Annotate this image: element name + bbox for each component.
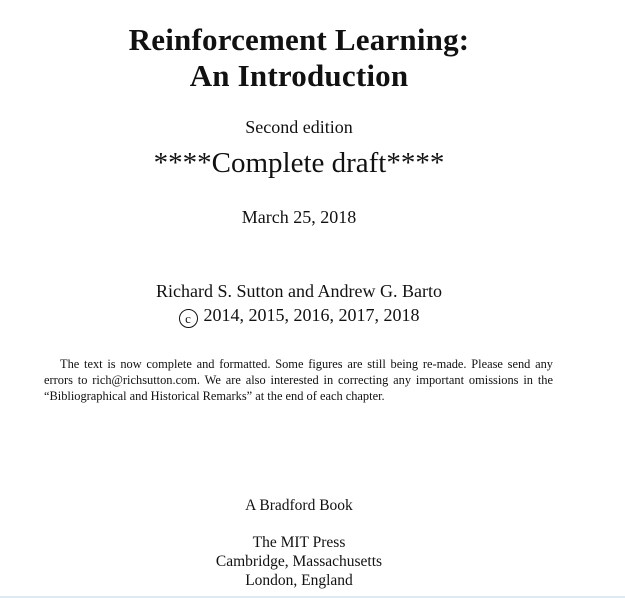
publication-date: March 25, 2018 [241, 207, 357, 227]
draft-notice: The text is now complete and formatted. Some figures are still being re-made. Please send any errors to rich@richsutton.com. We are also interested in correcting any important omissions in the “Bibliographical and Historical Remarks” at the end of each chapter. [44, 357, 553, 403]
publisher-block [0, 533, 598, 590]
publisher-name: The MIT Press [252, 534, 346, 551]
copyright-line [0, 304, 598, 328]
title-line-2: An Introduction [189, 58, 409, 93]
copyright-icon: c [179, 309, 198, 328]
title-line-1: Reinforcement Learning: [128, 22, 470, 57]
imprint: A Bradford Book [245, 497, 353, 514]
book-title [0, 22, 598, 94]
edition-label: Second edition [245, 117, 353, 137]
authors: Richard S. Sutton and Andrew G. Barto [156, 281, 442, 301]
draft-status: ****Complete draft**** [153, 147, 445, 179]
publisher-city: Cambridge, Massachusetts [215, 553, 383, 570]
copyright-years: 2014, 2015, 2016, 2017, 2018 [203, 305, 420, 325]
publisher-country: London, England [245, 572, 353, 589]
